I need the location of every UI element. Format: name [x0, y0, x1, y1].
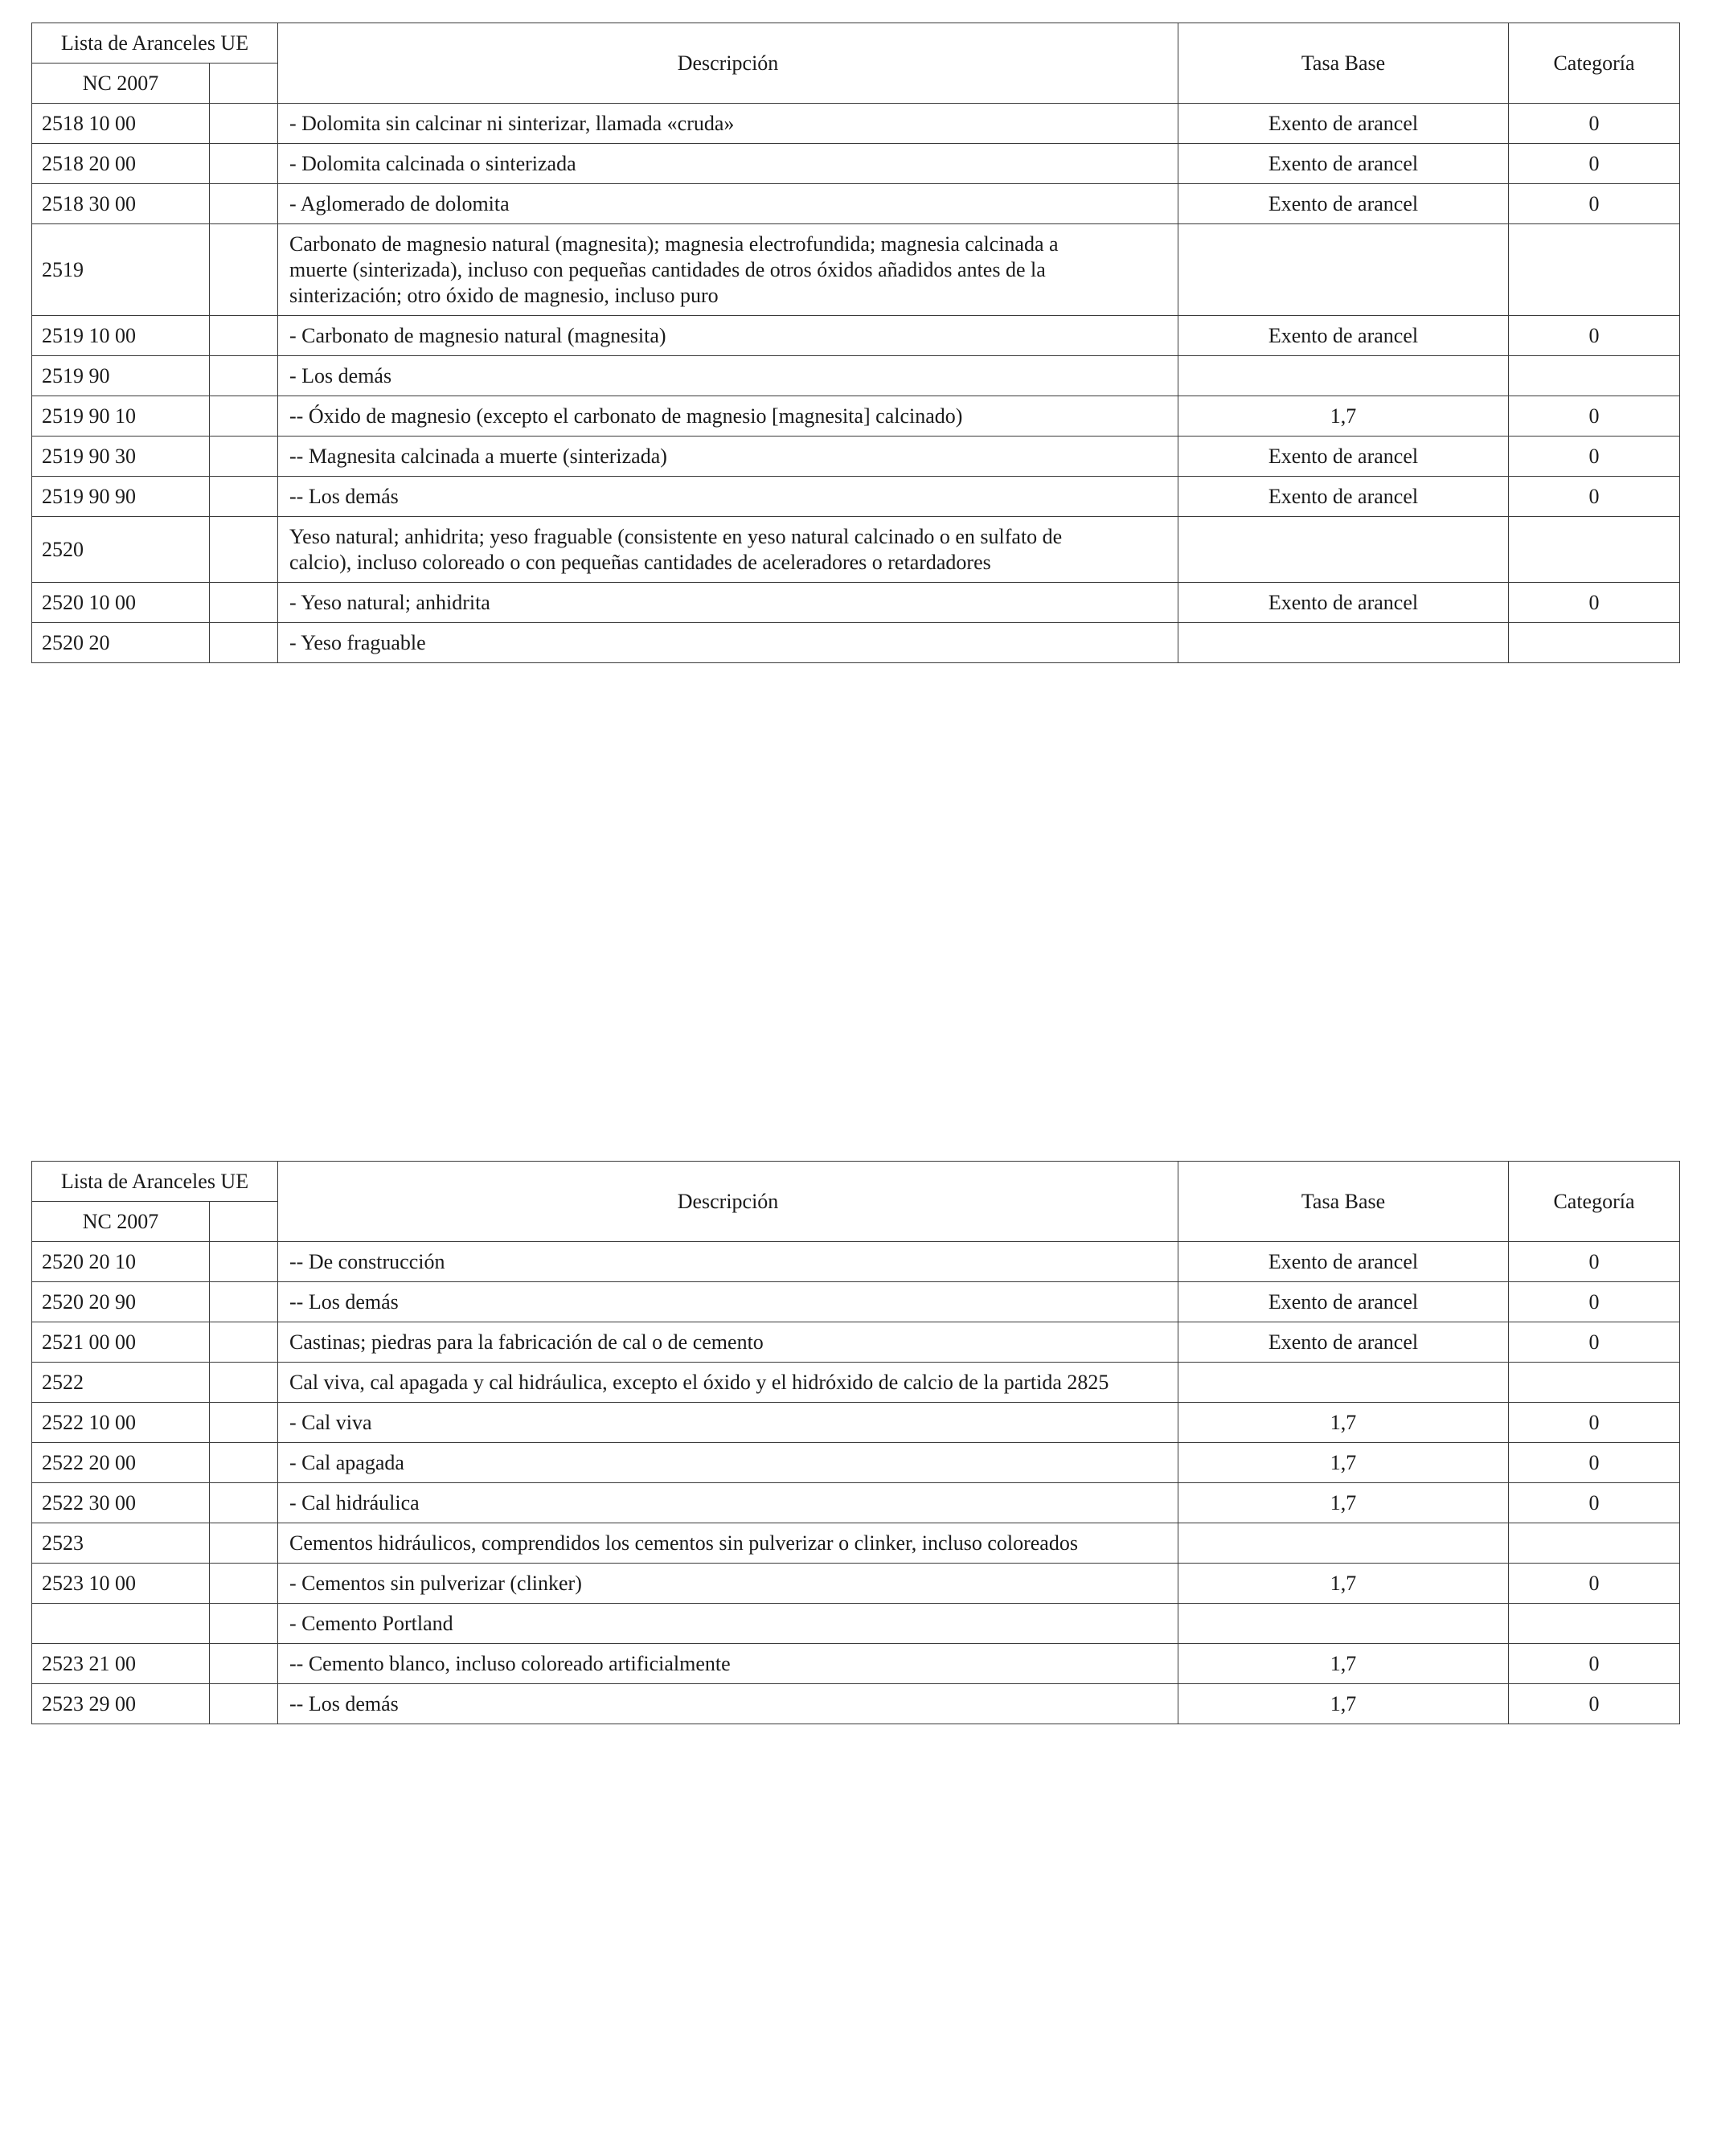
table-row [32, 1242, 1680, 1282]
description-line: - Cementos sin pulverizar (clinker) [289, 1571, 582, 1595]
empty-cell [210, 583, 278, 623]
base-rate-cell: 1,7 [1178, 1564, 1509, 1604]
category-cell: 0 [1509, 144, 1680, 184]
description-cell [278, 477, 1178, 517]
category-cell [1509, 224, 1680, 316]
empty-cell [210, 1684, 278, 1724]
category-cell: 0 [1509, 316, 1680, 356]
category-cell [1509, 1604, 1680, 1644]
category-cell: 0 [1509, 477, 1680, 517]
description-cell [278, 1684, 1178, 1724]
category-cell: 0 [1509, 396, 1680, 437]
description-cell [278, 224, 1178, 316]
category-cell: 0 [1509, 1684, 1680, 1724]
description-line: -- Los demás [289, 1691, 399, 1715]
nc-code-cell: 2519 [32, 224, 210, 316]
description-line: - Cal viva [289, 1410, 372, 1434]
description-line: Cal viva, cal apagada y cal hidráulica, excepto el óxido y el hidróxido de calcio de la partida 2825 [289, 1370, 1109, 1394]
table-row [32, 1443, 1680, 1483]
base-rate-cell: 1,7 [1178, 1483, 1509, 1523]
description-line: - Los demás [289, 363, 392, 387]
header-category: Categoría [1509, 1162, 1680, 1242]
description-line: - Cal hidráulica [289, 1490, 420, 1515]
description-cell [278, 1282, 1178, 1322]
description-line: -- Los demás [289, 484, 399, 508]
category-cell: 0 [1509, 1322, 1680, 1363]
description-cell [278, 1483, 1178, 1523]
base-rate-cell: Exento de arancel [1178, 437, 1509, 477]
empty-cell [210, 1322, 278, 1363]
nc-code-cell: 2519 90 [32, 356, 210, 396]
nc-code-cell: 2518 10 00 [32, 104, 210, 144]
nc-code-cell: 2518 20 00 [32, 144, 210, 184]
nc-code-cell: 2523 10 00 [32, 1564, 210, 1604]
nc-code-cell: 2519 10 00 [32, 316, 210, 356]
nc-code-cell: 2522 30 00 [32, 1483, 210, 1523]
empty-cell [210, 1403, 278, 1443]
base-rate-cell: Exento de arancel [1178, 104, 1509, 144]
nc-code-cell: 2523 [32, 1523, 210, 1564]
header-empty-cell [210, 1202, 278, 1242]
base-rate-cell [1178, 1604, 1509, 1644]
description-line: - Dolomita calcinada o sinterizada [289, 151, 576, 175]
description-cell [278, 1363, 1178, 1403]
table-row [32, 356, 1680, 396]
description-line: - Yeso natural; anhidrita [289, 590, 490, 614]
nc-code-cell: 2522 [32, 1363, 210, 1403]
base-rate-cell: Exento de arancel [1178, 316, 1509, 356]
base-rate-cell [1178, 1363, 1509, 1403]
description-cell [278, 1403, 1178, 1443]
table-row [32, 1322, 1680, 1363]
description-line: Yeso natural; anhidrita; yeso fraguable (consistente en yeso natural calcinado o en sulfato de [289, 524, 1063, 548]
header-list-group: Lista de Aranceles UE [32, 23, 278, 64]
base-rate-cell: Exento de arancel [1178, 1322, 1509, 1363]
base-rate-cell: Exento de arancel [1178, 1242, 1509, 1282]
description-cell [278, 144, 1178, 184]
header-nc-code: NC 2007 [32, 64, 210, 104]
empty-cell [210, 396, 278, 437]
table-row [32, 477, 1680, 517]
category-cell: 0 [1509, 1483, 1680, 1523]
description-line: - Carbonato de magnesio natural (magnesita) [289, 323, 666, 347]
table-row [32, 396, 1680, 437]
empty-cell [210, 1604, 278, 1644]
category-cell [1509, 1523, 1680, 1564]
description-cell [278, 623, 1178, 663]
base-rate-cell: Exento de arancel [1178, 1282, 1509, 1322]
empty-cell [210, 316, 278, 356]
empty-cell [210, 184, 278, 224]
empty-cell [210, 437, 278, 477]
description-line: -- Magnesita calcinada a muerte (sinterizada) [289, 444, 667, 468]
header-base-rate: Tasa Base [1178, 1162, 1509, 1242]
table-body [32, 1242, 1680, 1724]
description-line: -- Óxido de magnesio (excepto el carbonato de magnesio [magnesita] calcinado) [289, 404, 963, 428]
description-cell [278, 1322, 1178, 1363]
empty-cell [210, 104, 278, 144]
description-cell [278, 1644, 1178, 1684]
nc-code-cell: 2521 00 00 [32, 1322, 210, 1363]
table-row [32, 144, 1680, 184]
empty-cell [210, 517, 278, 583]
base-rate-cell: Exento de arancel [1178, 583, 1509, 623]
description-cell [278, 184, 1178, 224]
base-rate-cell: Exento de arancel [1178, 477, 1509, 517]
empty-cell [210, 1443, 278, 1483]
nc-code-cell: 2520 10 00 [32, 583, 210, 623]
description-line: muerte (sinterizada), incluso con pequeñas cantidades de otros óxidos añadidos antes de la [289, 257, 1046, 281]
empty-cell [210, 1242, 278, 1282]
empty-cell [210, 1644, 278, 1684]
nc-code-cell: 2519 90 10 [32, 396, 210, 437]
category-cell: 0 [1509, 104, 1680, 144]
category-cell: 0 [1509, 1403, 1680, 1443]
nc-code-cell [32, 1604, 210, 1644]
category-cell: 0 [1509, 583, 1680, 623]
category-cell [1509, 623, 1680, 663]
table-row [32, 1523, 1680, 1564]
category-cell: 0 [1509, 1443, 1680, 1483]
base-rate-cell [1178, 1523, 1509, 1564]
base-rate-cell [1178, 224, 1509, 316]
table-row [32, 623, 1680, 663]
table-row [32, 316, 1680, 356]
description-cell [278, 437, 1178, 477]
description-line: - Aglomerado de dolomita [289, 191, 510, 215]
header-nc-code: NC 2007 [32, 1202, 210, 1242]
table-header [32, 23, 1680, 104]
nc-code-cell: 2519 90 30 [32, 437, 210, 477]
base-rate-cell: 1,7 [1178, 1443, 1509, 1483]
description-line: Carbonato de magnesio natural (magnesita); magnesia electrofundida; magnesia calcinada a [289, 232, 1059, 256]
description-line: sinterización; otro óxido de magnesio, incluso puro [289, 283, 719, 307]
header-description: Descripción [278, 1162, 1178, 1242]
base-rate-cell: Exento de arancel [1178, 144, 1509, 184]
empty-cell [210, 1564, 278, 1604]
empty-cell [210, 1523, 278, 1564]
description-line: - Dolomita sin calcinar ni sinterizar, llamada «cruda» [289, 111, 735, 135]
empty-cell [210, 224, 278, 316]
nc-code-cell: 2519 90 90 [32, 477, 210, 517]
empty-cell [210, 623, 278, 663]
table-row [32, 1403, 1680, 1443]
description-line: - Yeso fraguable [289, 630, 426, 654]
description-line: - Cal apagada [289, 1450, 404, 1474]
nc-code-cell: 2518 30 00 [32, 184, 210, 224]
empty-cell [210, 1483, 278, 1523]
base-rate-cell: 1,7 [1178, 1644, 1509, 1684]
header-description: Descripción [278, 23, 1178, 104]
nc-code-cell: 2523 29 00 [32, 1684, 210, 1724]
empty-cell [210, 356, 278, 396]
nc-code-cell: 2520 [32, 517, 210, 583]
description-line: -- Los demás [289, 1289, 399, 1314]
description-cell [278, 1242, 1178, 1282]
description-cell [278, 356, 1178, 396]
tariff-table-2 [31, 1161, 1680, 1724]
tariff-table-1 [31, 23, 1680, 663]
table-row [32, 1644, 1680, 1684]
description-cell [278, 1604, 1178, 1644]
table-row [32, 1684, 1680, 1724]
description-line: Cementos hidráulicos, comprendidos los cementos sin pulverizar o clinker, incluso coloreados [289, 1531, 1078, 1555]
table-row [32, 104, 1680, 144]
empty-cell [210, 477, 278, 517]
description-cell [278, 396, 1178, 437]
table-body [32, 104, 1680, 663]
table-row [32, 184, 1680, 224]
table-row [32, 1604, 1680, 1644]
empty-cell [210, 1282, 278, 1322]
category-cell [1509, 1363, 1680, 1403]
header-base-rate: Tasa Base [1178, 23, 1509, 104]
category-cell [1509, 517, 1680, 583]
description-line: -- Cemento blanco, incluso coloreado artificialmente [289, 1651, 731, 1675]
base-rate-cell [1178, 356, 1509, 396]
category-cell [1509, 356, 1680, 396]
description-line: - Cemento Portland [289, 1611, 453, 1635]
description-line: -- De construcción [289, 1249, 445, 1273]
description-cell [278, 104, 1178, 144]
base-rate-cell [1178, 623, 1509, 663]
header-empty-cell [210, 64, 278, 104]
description-cell [278, 1523, 1178, 1564]
category-cell: 0 [1509, 1644, 1680, 1684]
table-row [32, 517, 1680, 583]
description-line: Castinas; piedras para la fabricación de cal o de cemento [289, 1330, 764, 1354]
category-cell: 0 [1509, 184, 1680, 224]
category-cell: 0 [1509, 1282, 1680, 1322]
base-rate-cell: 1,7 [1178, 396, 1509, 437]
table-row [32, 1564, 1680, 1604]
category-cell: 0 [1509, 437, 1680, 477]
empty-cell [210, 144, 278, 184]
nc-code-cell: 2520 20 10 [32, 1242, 210, 1282]
base-rate-cell [1178, 517, 1509, 583]
base-rate-cell: 1,7 [1178, 1684, 1509, 1724]
table-row [32, 1282, 1680, 1322]
nc-code-cell: 2522 20 00 [32, 1443, 210, 1483]
nc-code-cell: 2522 10 00 [32, 1403, 210, 1443]
base-rate-cell: 1,7 [1178, 1403, 1509, 1443]
description-cell [278, 583, 1178, 623]
description-cell [278, 316, 1178, 356]
category-cell: 0 [1509, 1242, 1680, 1282]
table-row [32, 1363, 1680, 1403]
category-cell: 0 [1509, 1564, 1680, 1604]
table-row [32, 224, 1680, 316]
header-list-group: Lista de Aranceles UE [32, 1162, 278, 1202]
description-cell [278, 517, 1178, 583]
description-line: calcio), incluso coloreado o con pequeñas cantidades de aceleradores o retardadores [289, 550, 991, 574]
empty-cell [210, 1363, 278, 1403]
description-cell [278, 1443, 1178, 1483]
nc-code-cell: 2523 21 00 [32, 1644, 210, 1684]
table-header [32, 1162, 1680, 1242]
nc-code-cell: 2520 20 [32, 623, 210, 663]
table-row [32, 437, 1680, 477]
header-category: Categoría [1509, 23, 1680, 104]
base-rate-cell: Exento de arancel [1178, 184, 1509, 224]
table-row [32, 583, 1680, 623]
description-cell [278, 1564, 1178, 1604]
table-row [32, 1483, 1680, 1523]
nc-code-cell: 2520 20 90 [32, 1282, 210, 1322]
